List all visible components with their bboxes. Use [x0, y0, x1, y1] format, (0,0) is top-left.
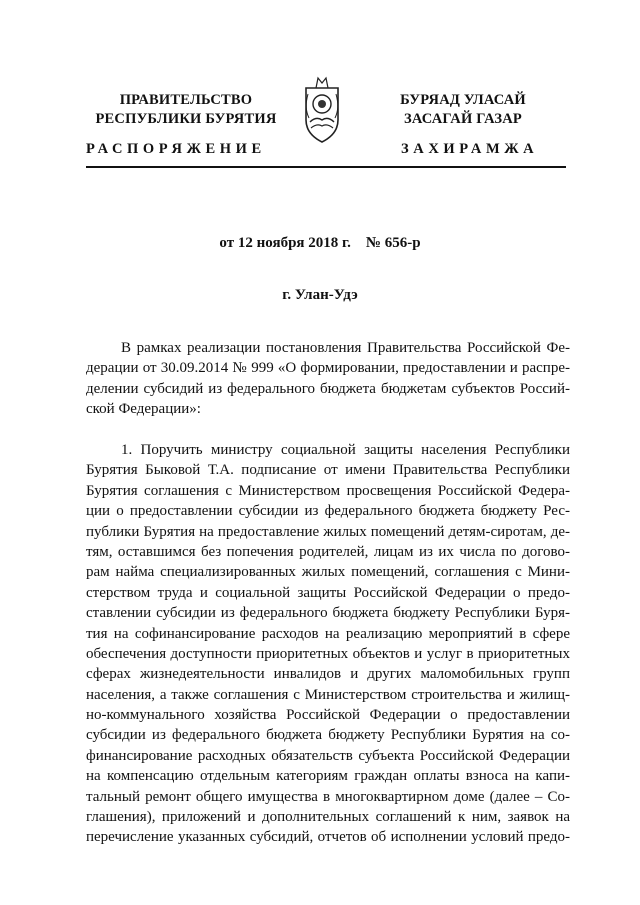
text-line: субсидии из федерального бюджета бюджету Республики Бурятия на со- [86, 727, 570, 744]
text-line: ции о предоставлении субсидии из федерального бюджета бюджету Рес- [86, 503, 570, 520]
government-name-russian [88, 91, 284, 129]
government-name-buryat [378, 91, 548, 129]
text-line: сферах жизнедеятельности инвалидов и других маломобильных групп [86, 666, 570, 683]
text-line: тям, оставшимся без попечения родителей, лицам из их числа по догово- [86, 543, 570, 560]
document-type-russian: РАСПОРЯЖЕНИЕ [86, 141, 266, 157]
header-divider [86, 166, 566, 168]
text-line: населения, а также соглашения с Министерством строительства и жилищ- [86, 686, 570, 703]
preamble-paragraph [86, 338, 570, 420]
text-line: ставлении субсидии из федерального бюджета бюджету Республики Буря- [86, 605, 570, 622]
header-line: БУРЯАД УЛАСАЙ [400, 92, 526, 108]
text-line: но-коммунального хозяйства Российской Федерации о предоставлении [86, 707, 570, 724]
text-line: финансирование расходных обязательств субъекта Российской Федерации [86, 747, 570, 764]
text-line: В рамках реализации постановления Правительства Российской Фе- [121, 340, 570, 356]
text-line: делении субсидий из федерального бюджета бюджетам субъектов Россий- [86, 380, 570, 397]
text-line: Бурятия Быковой Т.А. подписание от имени Правительства Республики [86, 462, 570, 479]
text-line: стерством труда и социальной защиты Российской Федерации о предо- [86, 584, 570, 601]
text-line: тальный ремонт общего имущества в многоквартирном доме (далее – Со- [86, 788, 570, 805]
text-line: рам найма специализированных жилых помещений, соглашения с Мини- [86, 564, 570, 581]
document-place: г. Улан-Удэ [282, 287, 358, 303]
text-line: Бурятия соглашения с Министерством просвещения Российской Федера- [86, 482, 570, 499]
coat-of-arms-emblem [300, 74, 344, 146]
text-line: дерации от 30.09.2014 № 999 «О формировании, предоставлении и распре- [86, 360, 570, 377]
text-line: 1. Поручить министру социальной защиты населения Республики [121, 442, 570, 458]
header-line: РЕСПУБЛИКИ БУРЯТИЯ [95, 111, 277, 127]
text-line: обеспечения доступности приоритетных объектов и услуг в приоритетных [86, 645, 570, 662]
header-line: ЗАСАГАЙ ГАЗАР [404, 111, 522, 127]
text-line: публики Бурятия на предоставление жилых помещений детям-сиротам, де- [86, 523, 570, 540]
document-date-number: от 12 ноября 2018 г. № 656-р [219, 235, 421, 251]
text-line: перечисление указанных субсидий, отчетов об исполнении условий предо- [86, 829, 570, 846]
text-line: глашения), приложений и дополнительных соглашений к ним, заявок на [86, 809, 570, 826]
text-line: на компенсацию отдельным категориям граждан оплаты взноса на капи- [86, 768, 570, 785]
document-type-buryat: ЗАХИРАМЖА [401, 141, 539, 157]
item-1-paragraph [86, 440, 570, 848]
header-line: ПРАВИТЕЛЬСТВО [119, 92, 253, 108]
text-line: ской Федерации»: [86, 401, 201, 418]
text-line: тия на софинансирование расходов на реализацию мероприятий в сфере [86, 625, 570, 642]
